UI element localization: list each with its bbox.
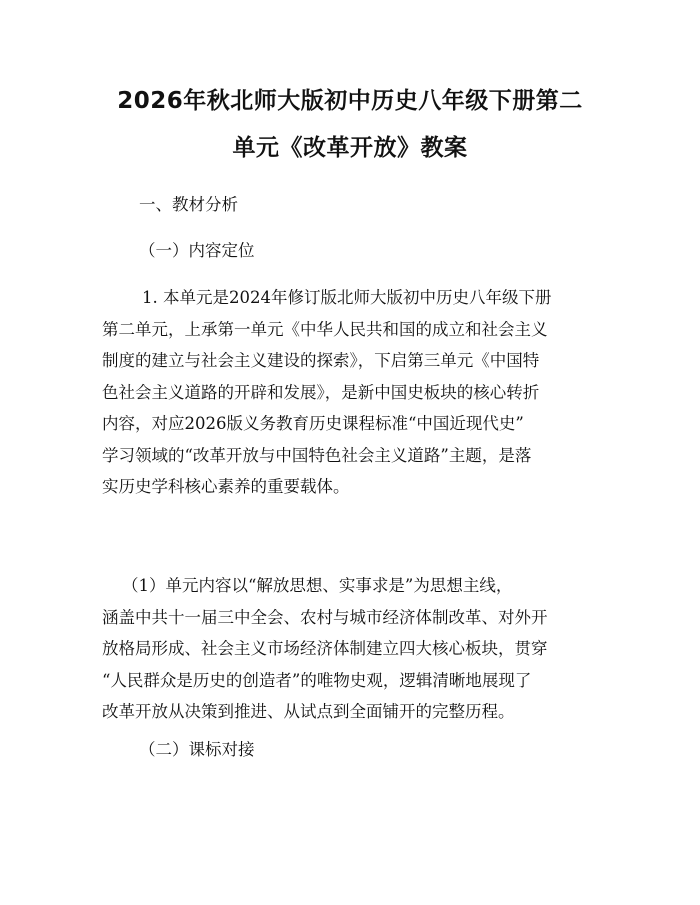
subsection-heading-content-positioning: （一）内容定位: [139, 241, 255, 260]
paragraph-line: 改革开放从决策到推进、从试点到全面铺开的完整历程。: [102, 702, 515, 721]
paragraph-unit-content: [102, 571, 548, 729]
paragraph-line: 1. 本单元是2024年修订版北师大版初中历史八年级下册: [142, 288, 552, 307]
section-heading-textbook-analysis: 一、教材分析: [139, 195, 238, 214]
paragraph-line: 制度的建立与社会主义建设的探索》，下启第三单元《中国特: [102, 351, 540, 370]
subsection-heading-curriculum-alignment: （二）课标对接: [139, 740, 255, 759]
paragraph-line: 色社会主义道路的开辟和发展》，是新中国史板块的核心转折: [102, 382, 540, 402]
paragraph-line: 实历史学科核心素养的重要载体。: [102, 477, 350, 496]
paragraph-line: 内容，对应2026版义务教育历史课程标准“中国近现代史”: [102, 414, 524, 433]
paragraph-unit-overview: [102, 283, 551, 504]
paragraph-line: 学习领域的“改革开放与中国特色社会主义道路”主题，是落: [102, 445, 532, 465]
document-title-line-1: 2026年秋北师大版初中历史八年级下册第二: [117, 88, 583, 114]
paragraph-line: 涵盖中共十一届三中全会、农村与城市经济体制改革、对外开: [102, 607, 548, 627]
paragraph-line: （1）单元内容以“解放思想、实事求是”为思想主线，: [122, 576, 513, 595]
paragraph-line: 第二单元，上承第一单元《中华人民共和国的成立和社会主义: [102, 319, 548, 339]
document-title-line-2: 单元《改革开放》教案: [232, 135, 468, 161]
paragraph-line: “人民群众是历史的创造者”的唯物史观，逻辑清晰地展现了: [102, 670, 532, 690]
paragraph-line: 放格局形成、社会主义市场经济体制建立四大核心板块，贯穿: [102, 639, 548, 658]
